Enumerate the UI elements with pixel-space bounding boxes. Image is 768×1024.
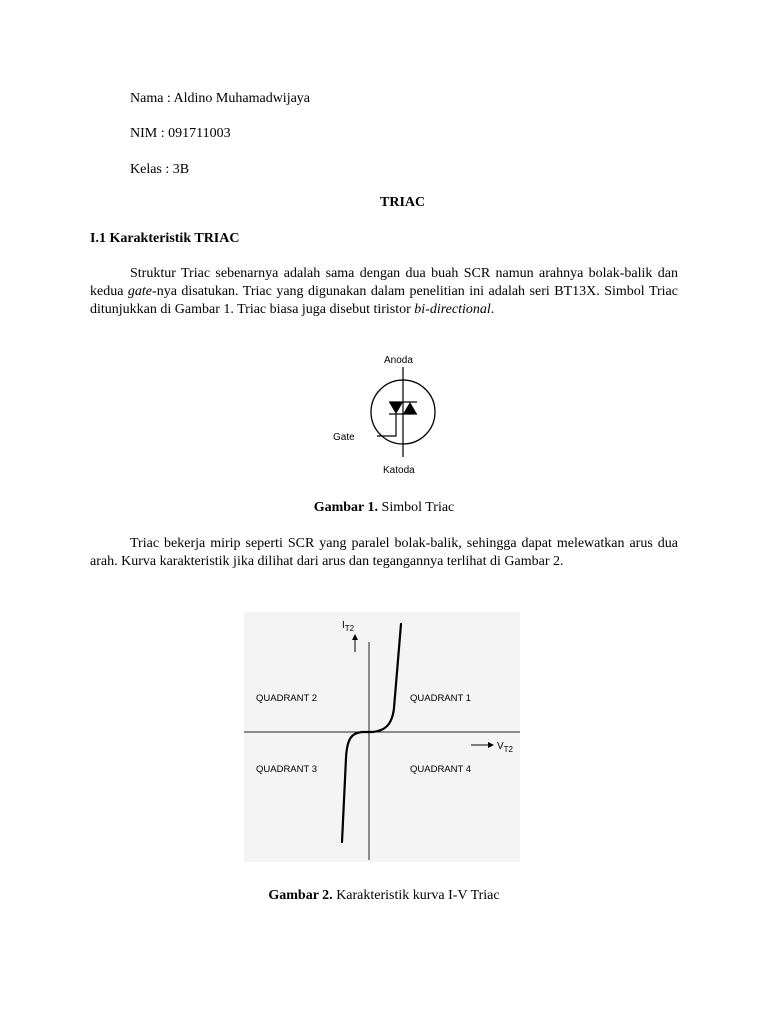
paragraph-2	[90, 535, 678, 571]
figure-1-caption-text: Simbol Triac	[378, 500, 455, 515]
student-nim: NIM : 091711003	[130, 126, 231, 141]
x-axis-label: $V_{T2}$	[497, 741, 514, 754]
figure-background	[244, 612, 520, 862]
student-name: Nama : Aldino Muhamadwijaya	[130, 91, 311, 106]
figure-2-caption-number: Gambar 2.	[268, 888, 333, 903]
quadrant-1-label: QUADRANT 1	[410, 693, 472, 704]
triac-symbol-figure	[325, 345, 455, 480]
student-class: Kelas : 3B	[130, 162, 190, 177]
figure-1-caption	[0, 500, 768, 516]
paragraph-2-text: Triac bekerja mirip seperti SCR yang paralel bolak-balik, sehingga dapat melewatkan arus dua arah. Kurva karakteristik jika dilihat dari arus dan tegangannya terlihat di Gambar 2.	[90, 536, 678, 569]
figure-2-caption-text: Karakteristik kurva I-V Triac	[332, 888, 500, 903]
paragraph-1-italic-bidirectional: bi-directional	[414, 302, 491, 317]
iv-curve-figure	[244, 612, 520, 862]
diode-triangle-up	[403, 402, 417, 414]
quadrant-2-label: QUADRANT 2	[256, 693, 318, 704]
gate-lead	[377, 414, 396, 436]
paragraph-1-part1: Struktur Triac sebenarnya adalah sama dengan dua buah SCR namun arahnya bolak-balik dan kedua	[90, 266, 678, 299]
paragraph-1-part3: .	[490, 302, 495, 317]
anoda-label: Anoda	[384, 355, 413, 366]
quadrant-3-label: QUADRANT 3	[256, 764, 318, 775]
diode-triangle-down	[389, 402, 403, 414]
document-title: TRIAC	[380, 195, 426, 210]
paragraph-1-part2: -nya disatukan. Triac yang digunakan dalam penelitian ini adalah seri BT13X. Simbol Triac ditunjukkan di Gambar 1. Triac biasa juga disebut tiristor	[90, 284, 678, 317]
paragraph-1	[90, 265, 678, 319]
section-heading: I.1 Karakteristik TRIAC	[90, 231, 240, 246]
figure-1-caption-number: Gambar 1.	[313, 500, 379, 515]
paragraph-1-italic-gate: gate	[127, 284, 153, 299]
y-axis-label: $I_{T2}$	[342, 620, 355, 633]
katoda-label: Katoda	[383, 465, 415, 476]
figure-2-caption	[0, 888, 768, 904]
quadrant-4-label: QUADRANT 4	[410, 764, 472, 775]
gate-label: Gate	[333, 432, 355, 443]
